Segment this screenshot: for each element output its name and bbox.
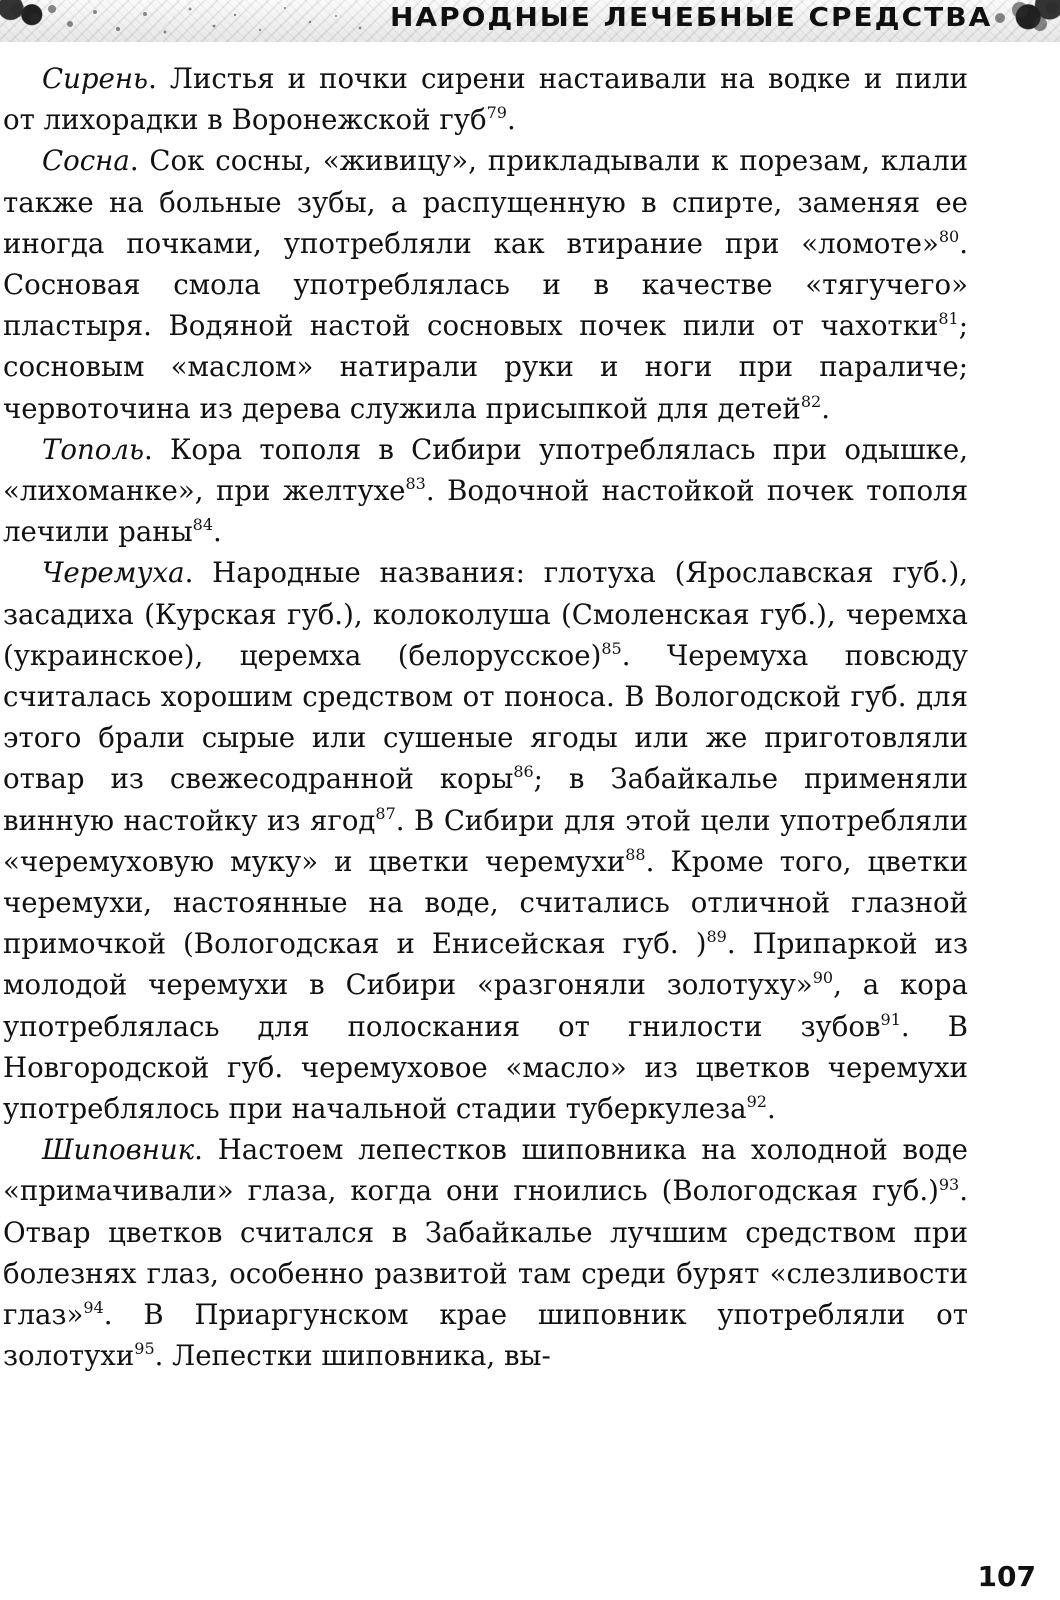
paragraph-text: . Листья и почки сирени настаивали на водке и пили от лихорадки в Воронежской губ (3, 62, 968, 137)
paragraph-text: . Припаркой из молодой черемухи в Сибири «разгоняли золотуху» (3, 927, 968, 1002)
paragraph-text: ; в Забайкалье применяли винную настойку из ягод (3, 762, 968, 837)
paragraph-text: . В Сибири для этой цели употребляли «черемуховую муку» и цветки черемухи (3, 803, 968, 878)
footnote-ref: 85 (601, 638, 622, 658)
paragraph-text: . Кора тополя в Сибири употреблялась при одышке, «лихоманке», при желтухе (3, 432, 968, 508)
footnote-ref: 80 (938, 226, 960, 246)
paragraph (3, 140, 968, 428)
paragraph-text: . (766, 1092, 776, 1126)
body-text (3, 58, 968, 1377)
footnote-ref: 88 (625, 844, 646, 864)
entry-term: Черемуха (42, 556, 185, 590)
paragraph-text: . (506, 103, 516, 137)
paragraph-text: . В Новгородской губ. черемуховое «масло» из цветков черемухи употреблялось при начальной стадии туберкулеза (3, 1009, 968, 1126)
footnote-ref: 93 (938, 1174, 960, 1194)
footnote-ref: 82 (800, 391, 822, 411)
footnote-ref: 86 (513, 762, 534, 782)
footnote-ref: 79 (486, 103, 507, 123)
paragraph-text: . Черемуха повсюду считалась хорошим средством от поноса. В Вологодской губ. для этого брали сырые или сушеные ягоды или же приготовляли отвар из свежесодранной коры (3, 638, 968, 796)
footnote-ref: 83 (405, 474, 426, 494)
paragraph-text: . Сосновая смола употреблялась и в качестве «тягучего» пластыря. Водяной настой сосновых почек пили от чахотки (3, 226, 968, 343)
footnote-ref: 84 (192, 515, 214, 535)
footnote-ref: 90 (812, 968, 834, 988)
paragraph-text: . Сок сосны, «живицу», прикладывали к порезам, клали также на больные зубы, а распущенную в спирте, заменяя ее иногда почками, употребляли как втирание при «ломоте» (3, 144, 968, 260)
footnote-ref: 94 (83, 1298, 104, 1318)
paragraph-text: . (821, 391, 830, 425)
paragraph (3, 429, 968, 553)
footnote-ref: 89 (706, 927, 727, 947)
paragraph-text: . Отвар цветков считался в Забайкалье лучшим средством при болезнях глаз, особенно развитой там среди бурят «слезливости глаз» (3, 1174, 968, 1332)
paragraph-text: . (213, 515, 222, 549)
entry-term: Сирень (42, 62, 149, 95)
paragraph-text: . В Приаргунском крае шиповник употребляли от золотухи (3, 1298, 968, 1373)
paragraph-text: . Настоем лепестков шиповника на холодной воде «примачивали» глаза, когда они гноились (Вологодская губ.) (3, 1133, 968, 1208)
paragraph-text: , а кора употреблялась для полоскания от гнилости зубов (3, 968, 968, 1043)
paragraph-text: . Кроме того, цветки черемухи, настоянные на воде, считались отличной глазной примочкой (Вологодская и Енисейская губ. ) (3, 844, 968, 961)
paragraph (3, 552, 968, 1129)
running-head: НАРОДНЫЕ ЛЕЧЕБНЫЕ СРЕДСТВА (390, 2, 993, 33)
footnote-ref: 87 (375, 803, 396, 823)
entry-term: Сосна (42, 144, 130, 178)
paragraph (3, 58, 968, 140)
footnote-ref: 95 (134, 1339, 155, 1359)
entry-term: Шиповник (42, 1133, 195, 1167)
paragraph-text: . Народные названия: глотуха (Ярославская губ.), засадиха (Курская губ.), колоколуша (Смоленская губ.), черемха (украинское), церемха (белорусское) (3, 556, 968, 672)
footnote-ref: 92 (746, 1092, 767, 1112)
entry-term: Тополь (42, 432, 144, 466)
footnote-ref: 81 (938, 309, 959, 329)
paragraph-text: . Водочной настойкой почек тополя лечили раны (3, 474, 969, 549)
footnote-ref: 91 (880, 1009, 901, 1029)
paragraph-text: . Лепестки шиповника, вы- (154, 1339, 551, 1373)
paragraph (3, 1129, 968, 1376)
page-number: 107 (977, 1560, 1036, 1593)
running-head-band (0, 0, 1060, 42)
paragraph-text: ; сосновым «маслом» натирали руки и ноги при параличе; червоточина из дерева служила присыпкой для детей (3, 309, 968, 425)
